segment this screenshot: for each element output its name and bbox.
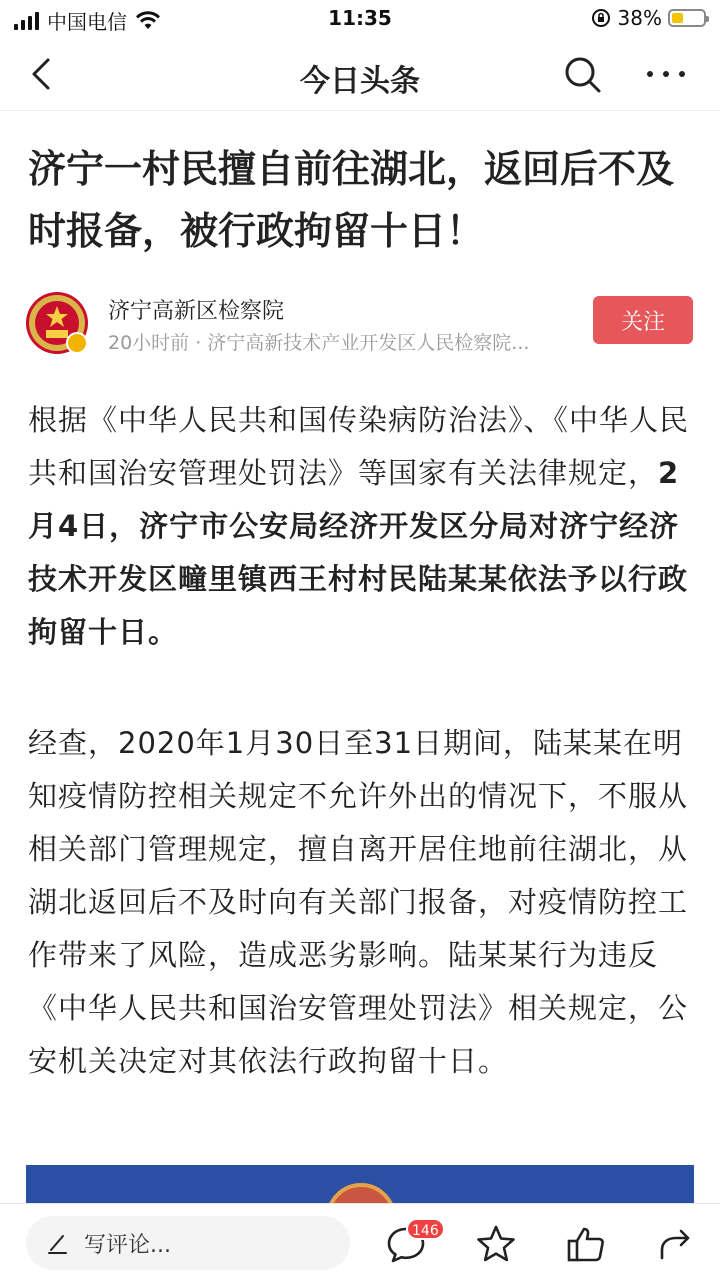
article-paragraph bbox=[28, 394, 692, 659]
comment-placeholder: 写评论... bbox=[84, 1232, 171, 1258]
author-row bbox=[0, 286, 720, 366]
follow-button[interactable]: 关注 bbox=[593, 296, 693, 344]
battery-level bbox=[672, 13, 683, 23]
nav-bar bbox=[0, 38, 720, 111]
battery-icon bbox=[668, 9, 706, 27]
comment-input[interactable] bbox=[26, 1216, 350, 1270]
article-headline: 济宁一村民擅自前往湖北，返回后不及时报备，被行政拘留十日！ bbox=[28, 147, 675, 253]
author-name[interactable]: 济宁高新区检察院 bbox=[108, 299, 285, 324]
carrier-name: 中国电信 bbox=[47, 10, 127, 34]
status-time: 11:35 bbox=[328, 6, 392, 30]
orientation-lock-icon bbox=[590, 7, 612, 29]
more-icon[interactable] bbox=[640, 52, 692, 96]
paragraph-bold-text: 2月4日，济宁市公安局经济开发区分局对济宁经济技术开发区疃里镇西王村村民陆某某依法予以行政拘留十日。 bbox=[28, 456, 689, 649]
author-meta: 20小时前 · 济宁高新技术产业开发区人民检察院... bbox=[108, 332, 530, 354]
star-icon[interactable] bbox=[474, 1222, 518, 1266]
status-bar bbox=[0, 0, 720, 38]
share-icon[interactable] bbox=[654, 1222, 698, 1266]
article-paragraph: 经查，2020年1月30日至31日期间，陆某某在明知疫情防控相关规定不允许外出的情况下，不服从相关部门管理规定，擅自离开居住地前往湖北，从湖北返回后不及时向有关部门报备，对疫情防控工作带来了风险，造成恶劣影响。陆某某行为违反《中华人民共和国治安管理处罚法》相关规定，公安机关决定对其依法行政拘留十日。 bbox=[28, 726, 689, 1078]
like-icon[interactable] bbox=[564, 1222, 608, 1266]
bottom-action-bar bbox=[0, 1203, 720, 1281]
comment-count-badge: 146 bbox=[406, 1218, 445, 1240]
app-title: 今日头条 bbox=[300, 64, 420, 99]
paragraph-text: 根据《中华人民共和国传染病防治法》、《中华人民共和国治安管理处罚法》等国家有关法律规定， bbox=[28, 403, 690, 490]
battery-percent: 38% bbox=[617, 6, 662, 30]
status-right bbox=[590, 6, 706, 30]
search-icon[interactable] bbox=[560, 52, 604, 96]
pen-icon bbox=[46, 1231, 70, 1255]
verified-badge-icon bbox=[66, 332, 88, 354]
